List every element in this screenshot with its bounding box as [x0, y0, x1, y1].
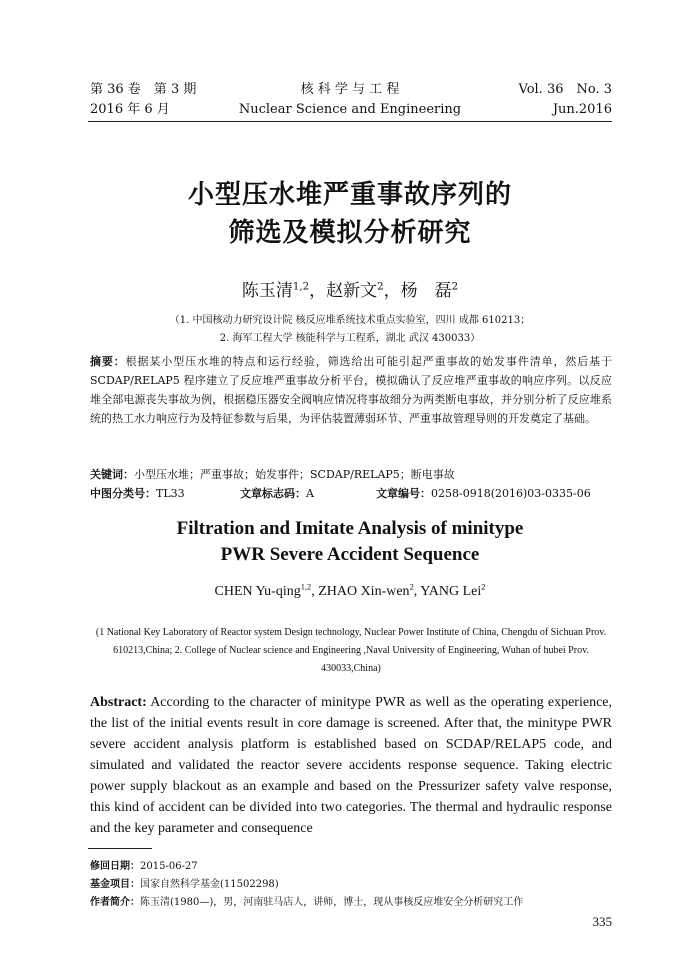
keywords-text: 小型压水堆；严重事故；始发事件；SCDAP/RELAP5；断电事故	[134, 468, 455, 481]
author-name: 赵新文	[326, 281, 378, 301]
affiliation-line: （1. 中国核动力研究设计院 核反应堆系统技术重点实验室，四川 成都 610213；	[169, 315, 531, 326]
page-number: 335	[592, 914, 612, 929]
author-name: 杨 磊	[400, 281, 452, 301]
title-en-line2: PWR Severe Accident Sequence	[220, 544, 480, 565]
author-name: 陈玉清	[241, 281, 293, 301]
title-cn-line2: 筛选及模拟分析研究	[228, 218, 472, 248]
author-name: ZHAO Xin-wen	[318, 584, 410, 599]
clc-number: 中图分类号：TL33	[90, 487, 185, 500]
title-cn	[0, 176, 700, 252]
author-affiliation-mark: 2	[481, 582, 486, 592]
document-code: 文章标志码：A	[240, 487, 314, 500]
author-affiliation-mark: 1,2	[292, 281, 310, 293]
volume-issue-en: Vol. 36 No. 3	[518, 82, 612, 97]
abstract-cn	[90, 352, 612, 428]
author-name: YANG Lei	[420, 584, 482, 599]
abstract-en	[90, 692, 612, 839]
footnote-funding: 基金项目：国家自然科学基金(11502298)	[90, 879, 279, 890]
abstract-en-text: According to the character of minitype PWR as well as the operating experience, the list of the initial events result in core damage is screened. After that, the minitype PWR severe accident analysis platform is established based on SCDAP/RELAP5 code, and simulated and validated the reactor severe accidents response sequence. Taking electric power supply blackout as an example and based on the Pressurizer safety valve response, this kind of accident can be divided into two categories. The thermal and hydraulic response and the key parameter and consequence	[90, 695, 612, 836]
abstract-cn-text: 根据某小型压水堆的特点和运行经验，筛选给出可能引起严重事故的始发事件清单，然后基于SCDAP/RELAP5 程序建立了反应堆严重事故分析平台，模拟确认了反应堆严重事故的响应序列。以反应堆全部电源丧失事故为例，根据稳压器安全阀响应情况将事故细分为两类断电事故，并分别分析了反应堆系统的热工水力响应行为及特征参数与后果，为评估装置薄弱环节、严重事故管理导则的开发奠定了基础。	[90, 355, 613, 425]
footnote-revision-date: 修回日期：2015-06-27	[90, 861, 198, 872]
author-separator: ,	[311, 584, 319, 599]
date-en: Jun.2016	[552, 102, 612, 117]
abstract-en-label: Abstract:	[90, 695, 147, 710]
author-separator: ,	[413, 584, 421, 599]
author-separator: ，	[383, 281, 401, 301]
journal-name-cn: 核 科 学 与 工 程	[300, 82, 400, 97]
author-name: CHEN Yu-qing	[214, 584, 301, 599]
authors-cn	[0, 276, 700, 301]
keywords-label: 关键词：	[90, 468, 134, 481]
article-number: 文章编号：0258-0918(2016)03-0335-06	[376, 487, 591, 500]
affiliations-en: (1 National Key Laboratory of Reactor system Design technology, Nuclear Power Institute of China, Chengdu of Sichuan Prov. 610213,China; 2. College of Nuclear science and Engineering ,Naval University of Engineering, Wuhan of hubei Prov. 430033,China)	[95, 627, 607, 674]
footnote-rule	[88, 848, 152, 849]
author-affiliation-mark: 2	[451, 281, 459, 293]
volume-issue-cn: 第 36 卷 第 3 期	[90, 82, 197, 97]
footnotes	[90, 858, 612, 912]
author-separator: ，	[309, 281, 327, 301]
header-rule	[88, 121, 612, 122]
author-affiliation-mark: 2	[409, 582, 414, 592]
title-en	[0, 516, 700, 568]
authors-en	[0, 584, 700, 600]
affiliation-line: 2. 海军工程大学 核能科学与工程系，湖北 武汉 430033）	[219, 333, 481, 344]
author-affiliation-mark: 1,2	[300, 582, 312, 592]
keywords-cn	[90, 465, 612, 484]
title-en-line1: Filtration and Imitate Analysis of minitype	[176, 518, 524, 539]
journal-name-en: Nuclear Science and Engineering	[238, 102, 462, 117]
affiliations-cn	[0, 312, 700, 348]
title-cn-line1: 小型压水堆严重事故序列的	[187, 180, 512, 210]
running-header-right	[519, 80, 613, 120]
author-affiliation-mark: 2	[377, 281, 384, 293]
footnote-author-bio: 作者简介：陈玉清(1980—)，男，河南驻马店人，讲师，博士，现从事核反应堆安全分析研究工作	[90, 897, 524, 908]
abstract-cn-label: 摘要：	[90, 355, 126, 368]
date-cn: 2016 年 6 月	[90, 102, 170, 117]
